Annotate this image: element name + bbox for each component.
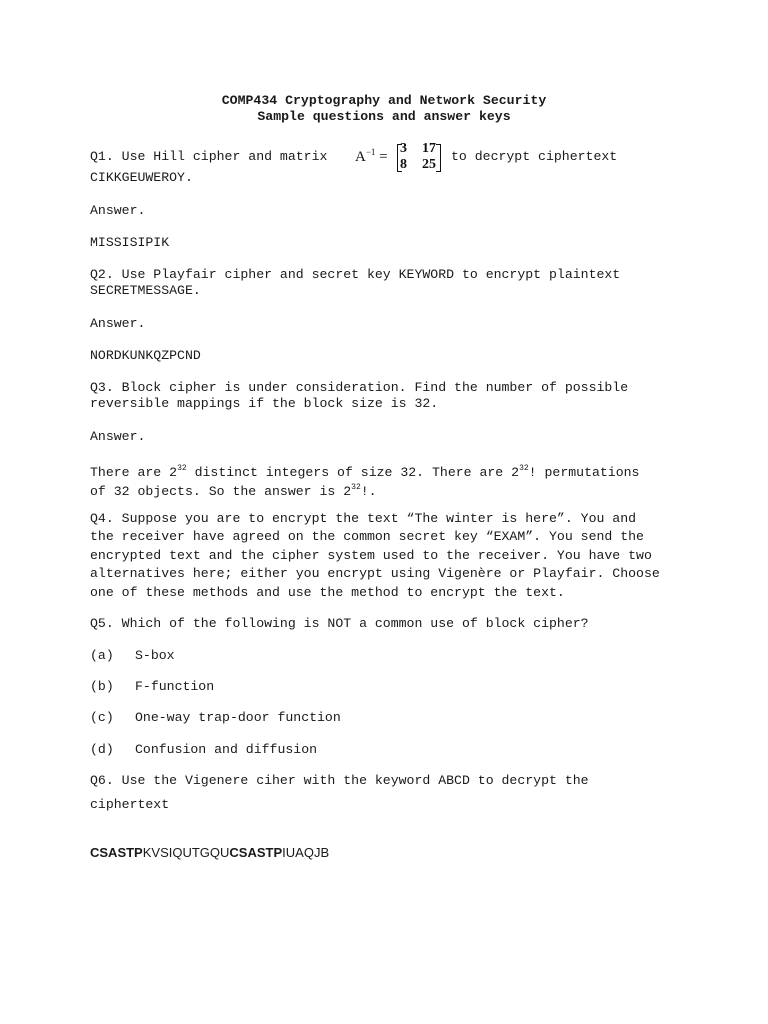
q2-line1: Q2. Use Playfair cipher and secret key KEYWORD to encrypt plaintext (90, 267, 621, 282)
q3-ans-text: distinct integers of size 32. There are 2 (186, 465, 520, 480)
q3-ans-text: ! permutations (528, 465, 640, 480)
q1-answer-label: Answer. (90, 203, 146, 218)
q3-answer-line2 (90, 480, 377, 500)
q2-answer-label: Answer. (90, 316, 146, 331)
matrix-lhs-eq: = (375, 149, 388, 165)
q4-line: alternatives here; either you encrypt using Vigenère or Playfair. Choose (90, 566, 660, 581)
q5-option-label-d: (d) (90, 742, 114, 757)
cipher-segment: IUAQJB (282, 845, 330, 860)
q3-answer-line1 (90, 461, 639, 481)
q6-line2: ciphertext (90, 797, 170, 812)
matrix-cell: 3 (400, 141, 407, 156)
matrix-cell: 25 (422, 157, 436, 172)
matrix-lhs-base: A (355, 149, 366, 165)
q3-ans-text: !. (360, 484, 377, 499)
q5-option-label-b: (b) (90, 679, 114, 694)
q5-question: Q5. Which of the following is NOT a common use of block cipher? (90, 616, 589, 631)
q5-option-text-c: One-way trap-door function (135, 710, 341, 725)
q5-option-label-c: (c) (90, 710, 114, 725)
q5-option-text-b: F-function (135, 679, 215, 694)
q1-text: Q1. Use Hill cipher and matrix (90, 149, 328, 164)
matrix-lhs (355, 147, 388, 166)
q4-line: encrypted text and the cipher system used to the receiver. You have two (90, 548, 652, 563)
matrix-cell: 17 (422, 141, 436, 156)
q5-option-text-a: S-box (135, 648, 175, 663)
q5-option-text-d: Confusion and diffusion (135, 742, 318, 757)
q3-line2: reversible mappings if the block size is 32. (90, 396, 439, 411)
q3-line1: Q3. Block cipher is under consideration. Find the number of possible (90, 380, 629, 395)
cipher-segment-bold: CSASTP (90, 845, 143, 860)
q3-ans-exponent: 32 (351, 483, 361, 492)
q4-line: Q4. Suppose you are to encrypt the text “The winter is here”. You and (90, 511, 637, 526)
q6-line1: Q6. Use the Vigenere ciher with the keyword ABCD to decrypt the (90, 773, 589, 788)
cipher-segment-bold: CSASTP (229, 845, 283, 860)
q3-ans-exponent: 32 (177, 464, 187, 473)
document-title: COMP434 Cryptography and Network Security (221, 93, 547, 108)
q1-text-after: to decrypt ciphertext (451, 149, 618, 164)
q1-ciphertext: CIKKGEUWEROY. (90, 170, 193, 185)
q2-answer: NORDKUNKQZPCND (90, 348, 201, 363)
matrix-lhs-exp: −1 (365, 147, 376, 157)
hill-matrix (355, 141, 443, 173)
q2-line2: SECRETMESSAGE. (90, 283, 201, 298)
matrix-cell: 8 (400, 157, 407, 172)
q4-line: the receiver have agreed on the common secret key “EXAM”. You send the (90, 529, 644, 544)
matrix-right-bracket (436, 144, 441, 172)
q3-answer-label: Answer. (90, 429, 146, 444)
q3-ans-text: There are 2 (90, 465, 178, 480)
q5-option-label-a: (a) (90, 648, 114, 663)
q3-ans-text: of 32 objects. So the answer is 2 (90, 484, 352, 499)
cipher-segment: KVSIQUTGQU (142, 845, 230, 860)
q3-ans-exponent: 32 (519, 464, 529, 473)
document-subtitle: Sample questions and answer keys (257, 109, 511, 124)
q4-line: one of these methods and use the method to encrypt the text. (90, 585, 565, 600)
q1-answer: MISSISIPIK (90, 235, 170, 250)
q6-ciphertext (90, 845, 329, 862)
